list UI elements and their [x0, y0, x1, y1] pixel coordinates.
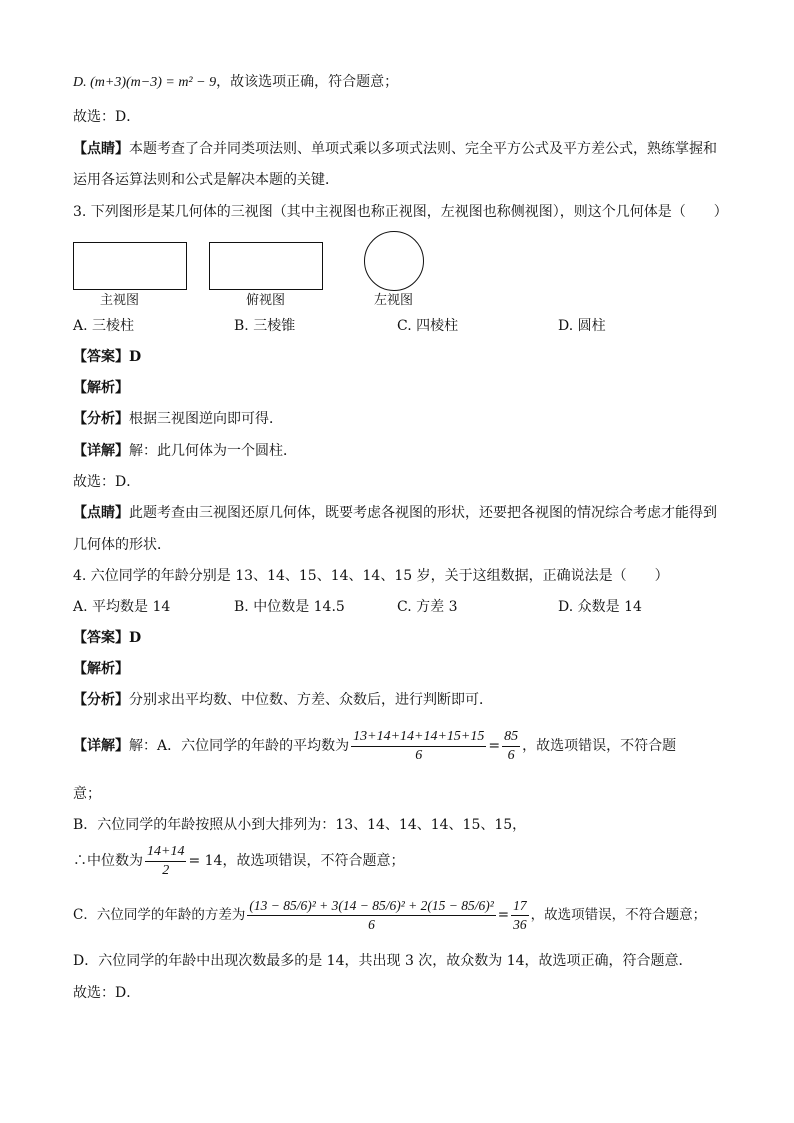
q4-variance-line	[73, 893, 706, 937]
variance-equals: =	[497, 907, 510, 923]
q3-option-b: B. 三棱锥	[234, 318, 296, 334]
mean-equals: =	[488, 738, 501, 754]
q2-comment-text-1: 本题考查了合并同类项法则、单项式乘以多项式法则、完全平方公式及平方差公式，熟练掌握和	[129, 141, 717, 157]
top-view-label: 俯视图	[246, 293, 286, 308]
q3-answer: 【答案】D	[73, 349, 142, 365]
q4-median-line	[73, 841, 404, 881]
q3-detail-text: 解：此几何体为一个圆柱．	[129, 443, 297, 459]
q4-option-d: D. 众数是 14	[558, 599, 642, 615]
q3-fenxi-tag: 【分析】	[73, 411, 129, 427]
q2-comment-tag: 【点睛】	[73, 141, 129, 157]
q4-option-b: B. 中位数是 14.5	[234, 599, 345, 615]
q3-comment-text-1: 此题考查由三视图还原几何体，既要考虑各视图的形状，还要把各视图的情况综合考虑才能得到	[129, 505, 717, 521]
q4-detail-d-line: D．六位同学的年龄中出现次数最多的是 14，共出现 3 次，故众数为 14，故选项正确，符合题意．	[73, 953, 693, 969]
variance-numerator: (13 − 85/6)² + 3(14 − 85/6)² + 2(15 − 85/6)²	[247, 897, 495, 916]
mean-fraction	[351, 728, 486, 765]
q4-analysis-tag: 【解析】	[73, 661, 129, 677]
q4-select: 故选：D．	[73, 985, 141, 1001]
q3-detail-tag: 【详解】	[73, 443, 129, 459]
q4-fenxi-text: 分别求出平均数、中位数、方差、众数后，进行判断即可．	[129, 692, 493, 708]
q3-comment-tag: 【点睛】	[73, 505, 129, 521]
q4-fenxi-line	[73, 690, 493, 710]
q2-option-d-text: ，故该选项正确，符合题意；	[216, 74, 399, 90]
q4-detail-tag: 【详解】	[73, 738, 129, 754]
q2-option-d-math: D. (m+3)(m−3) = m² − 9	[73, 75, 217, 90]
variance-fraction	[247, 897, 495, 934]
side-view-circle	[364, 231, 424, 291]
q3-comment-line-2: 几何体的形状．	[73, 537, 171, 553]
variance-suffix: ，故选项错误，不符合题意；	[530, 907, 707, 923]
variance-result-fraction	[511, 897, 529, 934]
q4-detail-b-line: B．六位同学的年龄按照从小到大排列为：13、14、14、14、15、15，	[73, 817, 527, 833]
q2-comment-line-2: 运用各运算法则和公式是解决本题的关键．	[73, 172, 339, 188]
variance-result-numerator: 17	[511, 897, 529, 916]
q2-comment-line-1	[73, 139, 717, 159]
q4-option-a: A. 平均数是 14	[73, 599, 171, 615]
variance-result-denominator: 36	[513, 917, 527, 932]
variance-denominator: 6	[368, 917, 375, 932]
side-view-label: 左视图	[374, 293, 414, 308]
q4-stem: 4. 六位同学的年龄分别是 13、14、15、14、14、15 岁，关于这组数据，正确说法是（ ）	[73, 568, 669, 584]
q3-select: 故选：D．	[73, 474, 141, 490]
top-view-rectangle	[209, 242, 323, 290]
front-view-label: 主视图	[100, 293, 140, 308]
q3-option-d: D. 圆柱	[558, 318, 606, 334]
q3-fenxi-line	[73, 409, 283, 429]
q4-option-c: C. 方差 3	[397, 599, 458, 615]
q4-answer: 【答案】D	[73, 630, 142, 646]
q3-detail-line	[73, 441, 297, 461]
q3-analysis-tag: 【解析】	[73, 380, 129, 396]
q3-comment-line-1	[73, 503, 717, 523]
mean-result-fraction	[502, 728, 520, 765]
q4-fenxi-tag: 【分析】	[73, 692, 129, 708]
q3-option-c: C. 四棱柱	[397, 318, 459, 334]
q4-detail-a-wrap: 意；	[73, 786, 101, 802]
mean-denominator: 6	[415, 747, 423, 763]
q4-detail-a-prefix: 解：A．六位同学的年龄的平均数为	[129, 738, 350, 754]
q4-detail-a-suffix: ，故选项错误，不符合题	[522, 738, 677, 754]
mean-result-numerator: 85	[502, 728, 520, 747]
front-view-rectangle	[73, 242, 187, 290]
q2-option-d-line	[73, 72, 398, 93]
median-numerator: 14+14	[145, 843, 186, 862]
mean-numerator: 13+14+14+14+15+15	[351, 728, 486, 747]
mean-result-denominator: 6	[507, 747, 515, 763]
q2-select: 故选：D．	[73, 109, 141, 125]
q3-option-a: A. 三棱柱	[73, 318, 135, 334]
q3-fenxi-text: 根据三视图逆向即可得．	[129, 411, 283, 427]
median-suffix: = 14，故选项错误，不符合题意；	[188, 853, 405, 869]
q4-detail-a-line	[73, 726, 676, 766]
q3-stem: 3. 下列图形是某几何体的三视图（其中主视图也称正视图，左视图也称侧视图），则这个几何体是（ ）	[73, 204, 728, 220]
median-denominator: 2	[162, 862, 170, 878]
median-fraction	[145, 843, 186, 880]
median-prefix: ∴中位数为	[73, 853, 143, 869]
variance-prefix: C．六位同学的年龄的方差为	[73, 907, 246, 923]
